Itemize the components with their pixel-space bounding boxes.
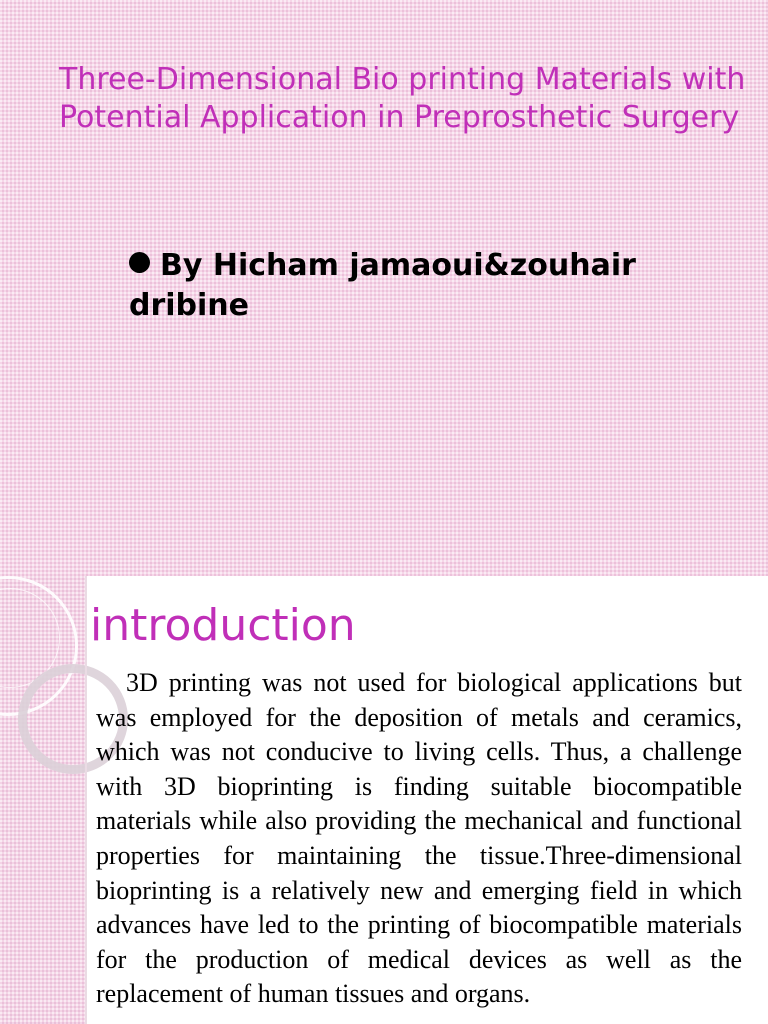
author-bullet bbox=[129, 246, 749, 326]
bullet-icon bbox=[129, 252, 150, 273]
introduction-slide bbox=[0, 576, 768, 1024]
body-paragraph: 3D printing was not used for biological applications but was employed for the deposition of metals and ceramics, which was not conducive to living cells. Thus, a challenge with 3D bioprinting is finding suitable biocompatible materials while also providing the mechanical and functional properties for maintaining the tissue.Three-dimensional bioprinting is a relatively new and emerging field in which advances have led to the printing of biocompatible materials for the production of medical devices as well as the replacement of human tissues and organs. bbox=[96, 668, 742, 1009]
section-heading: introduction bbox=[90, 600, 356, 651]
slide-title: Three-Dimensional Bio printing Materials with Potential Application in Preprosthetic Surgery bbox=[59, 62, 746, 135]
decorative-side-strip bbox=[0, 576, 85, 1024]
divider bbox=[85, 576, 87, 1024]
author-text: By Hicham jamaoui&zouhair dribine bbox=[129, 248, 636, 323]
